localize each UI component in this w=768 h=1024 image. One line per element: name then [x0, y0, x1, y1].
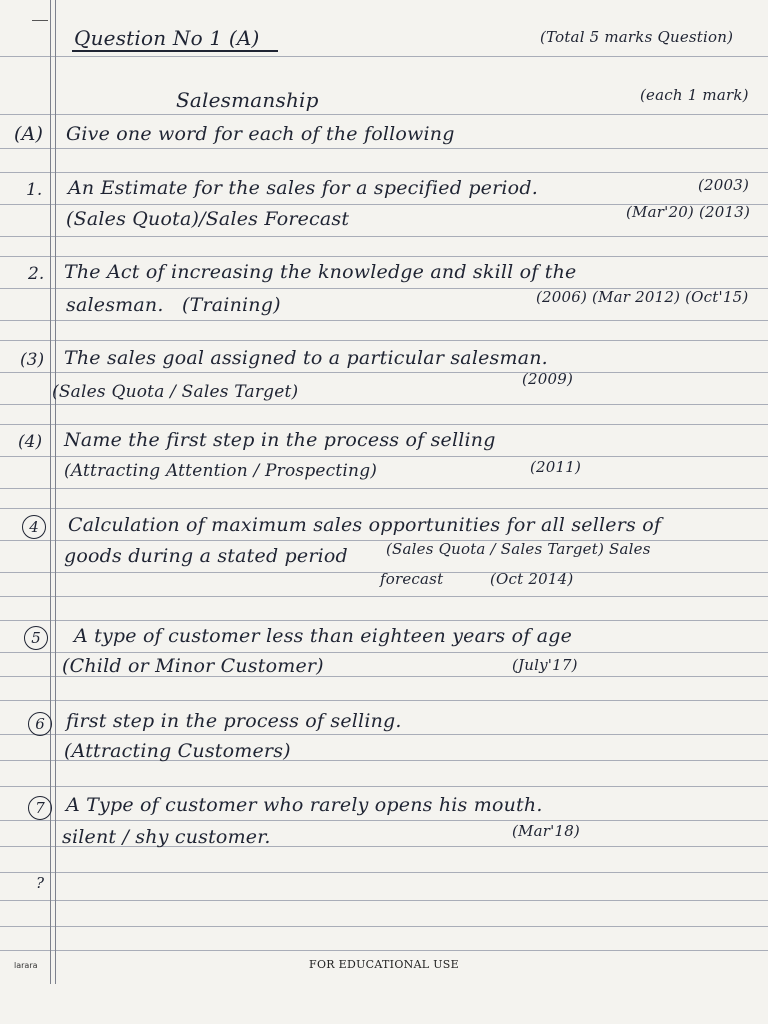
stray-mark: ? [36, 874, 45, 892]
item-answer: (Child or Minor Customer) [62, 655, 324, 677]
item-question: The sales goal assigned to a particular salesman. [64, 347, 548, 369]
item-answer: (Sales Quota)/Sales Forecast [66, 208, 350, 230]
item-years: (Oct 2014) [490, 570, 574, 588]
item-number: (3) [20, 350, 45, 370]
item-number: 1. [26, 180, 43, 200]
ruled-line [0, 172, 768, 173]
item-number-circled: 6 [28, 712, 52, 736]
item-question: The Act of increasing the knowledge and skill of the [64, 261, 577, 283]
ruled-line [0, 700, 768, 701]
item-question-continued: salesman. [66, 294, 164, 316]
ruled-line [0, 236, 768, 237]
item-question: Calculation of maximum sales opportunities for all sellers of [68, 514, 662, 536]
item-years: (2003) [698, 176, 750, 194]
item-answer: (Training) [182, 294, 281, 316]
item-answer-continued: forecast [380, 570, 444, 588]
item-number-circled: 4 [22, 515, 46, 539]
subject-heading: Salesmanship [176, 88, 319, 112]
title-underline [72, 50, 278, 52]
ruled-line [0, 508, 768, 509]
item-years: (2011) [530, 458, 582, 476]
ruled-line [0, 786, 768, 787]
ruled-line [0, 114, 768, 115]
ruled-line [0, 256, 768, 257]
ruled-line [0, 488, 768, 489]
ruled-line [0, 734, 768, 735]
margin-line [55, 0, 56, 984]
ruled-line [0, 56, 768, 57]
ruled-line [0, 372, 768, 373]
ruled-line [0, 820, 768, 821]
item-answer: (Sales Quota / Sales Target) Sales [386, 540, 651, 558]
item-question: Name the first step in the process of selling [64, 429, 496, 451]
item-years: (2006) (Mar 2012) (Oct'15) [536, 288, 749, 306]
item-answer: (Attracting Attention / Prospecting) [64, 461, 378, 481]
item-question: An Estimate for the sales for a specified period. [68, 177, 538, 199]
ruled-line [0, 652, 768, 653]
question-title: Question No 1 (A) [74, 26, 260, 50]
ruled-line [0, 148, 768, 149]
item-years: (July'17) [512, 656, 578, 674]
item-answer: (Sales Quota / Sales Target) [52, 382, 299, 402]
ruled-line [0, 540, 768, 541]
total-marks-note: (Total 5 marks Question) [540, 28, 734, 46]
ruled-line [0, 900, 768, 901]
each-mark-note: (each 1 mark) [640, 86, 749, 104]
item-answer: (Attracting Customers) [64, 740, 291, 762]
ruled-line [0, 424, 768, 425]
item-answer: silent / shy customer. [62, 826, 271, 848]
ruled-line [0, 926, 768, 927]
ruled-line [0, 620, 768, 621]
section-label: (A) [14, 123, 44, 145]
ruled-line [0, 872, 768, 873]
ruled-line [0, 320, 768, 321]
corner-mark [32, 20, 48, 21]
item-number-circled: 5 [24, 626, 48, 650]
item-years: (2009) [522, 370, 574, 388]
ruled-line [0, 456, 768, 457]
item-years: (Mar'18) [512, 822, 580, 840]
ruled-line [0, 596, 768, 597]
item-number: 2. [28, 264, 45, 284]
ruled-line [0, 340, 768, 341]
publisher-logo: larara [14, 961, 38, 970]
item-years: (Mar'20) (2013) [626, 203, 751, 221]
footer-text: FOR EDUCATIONAL USE [309, 958, 459, 971]
margin-line [50, 0, 51, 984]
item-number: (4) [18, 432, 43, 452]
item-question: A Type of customer who rarely opens his mouth. [66, 794, 543, 816]
ruled-line [0, 950, 768, 951]
item-number-circled: 7 [28, 796, 52, 820]
item-question-continued: goods during a stated period [64, 545, 348, 567]
item-question: A type of customer less than eighteen years of age [74, 625, 573, 647]
ruled-line [0, 404, 768, 405]
item-question: first step in the process of selling. [66, 710, 402, 732]
section-instruction: Give one word for each of the following [66, 123, 455, 145]
